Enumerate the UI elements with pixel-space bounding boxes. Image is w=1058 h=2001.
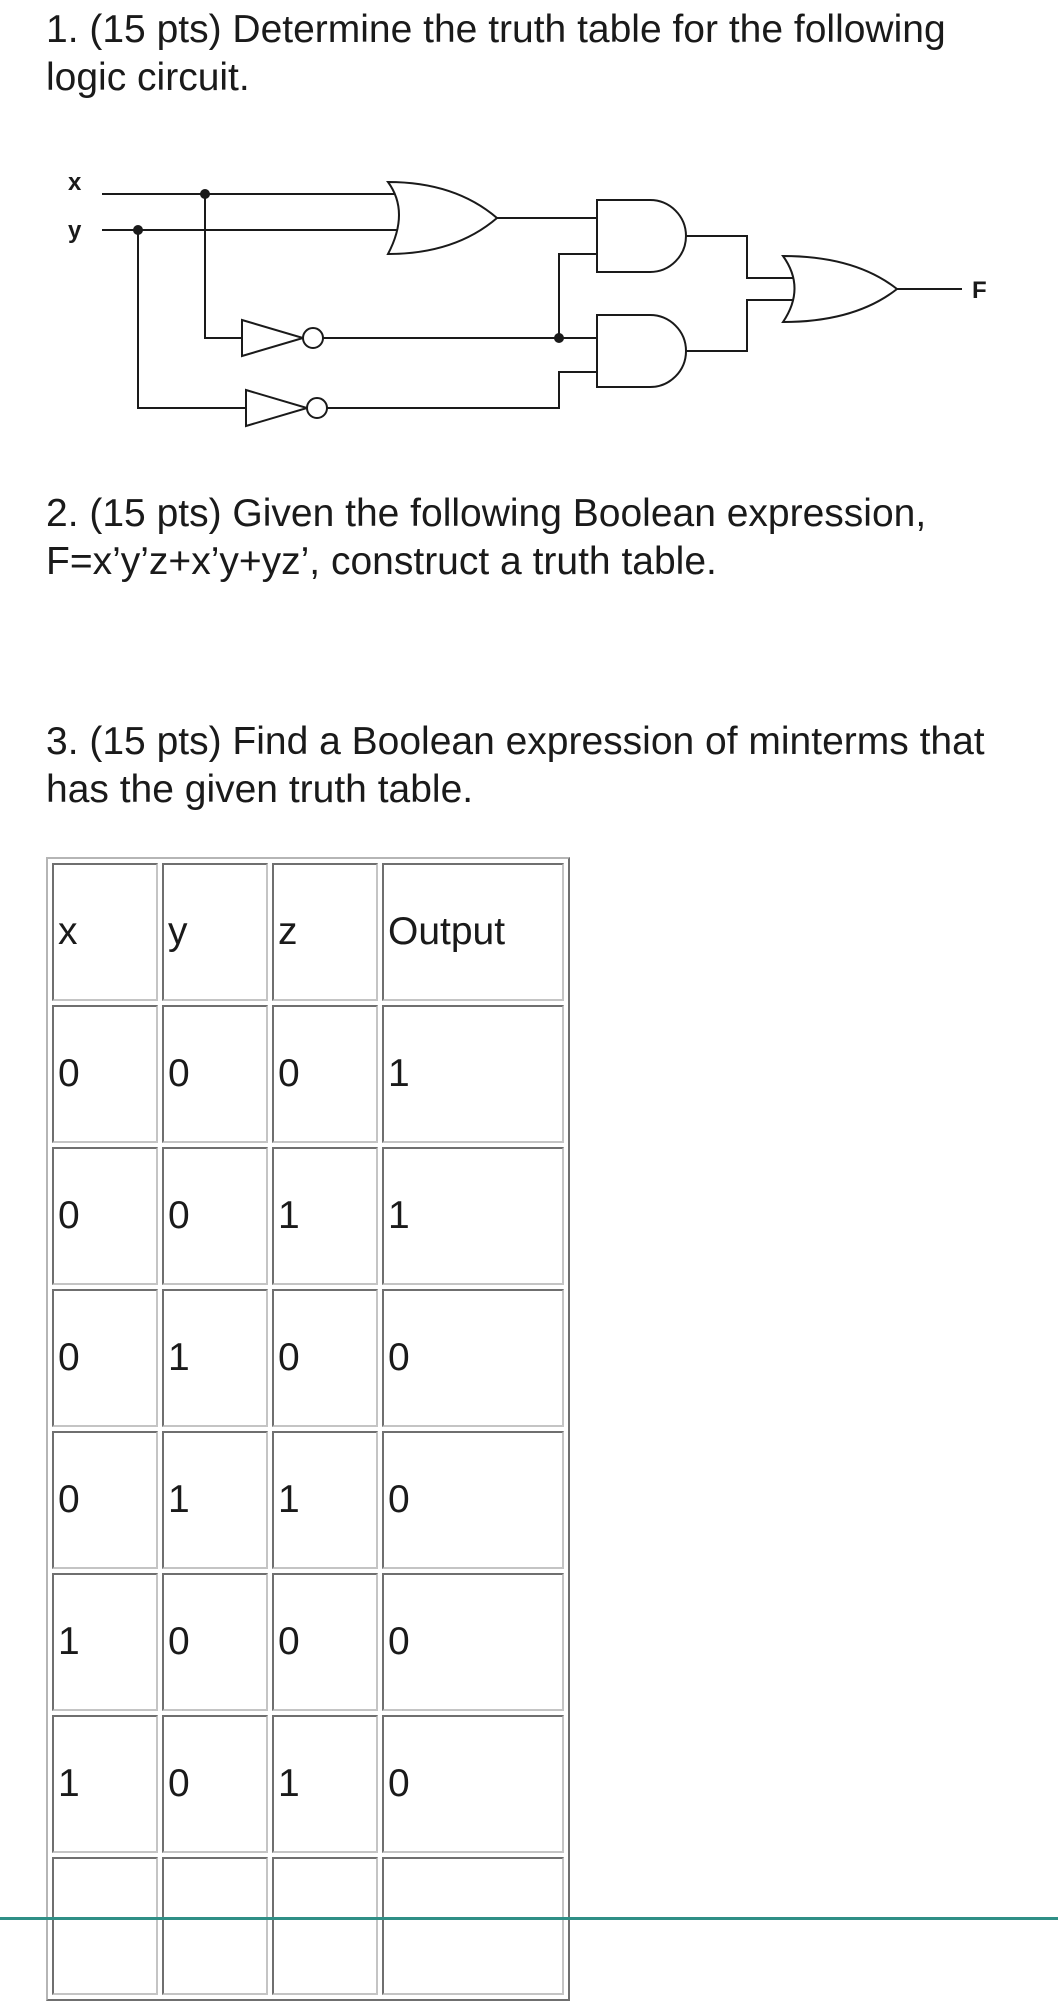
not-gate-x <box>242 320 303 356</box>
header-cell-output: Output <box>382 863 564 1001</box>
table-cell: 1 <box>272 1431 378 1569</box>
table-cell <box>162 1857 268 1995</box>
table-cell: 0 <box>52 1005 158 1143</box>
header-cell-y: y <box>162 863 268 1001</box>
table-row <box>52 1289 564 1427</box>
table-cell: 0 <box>382 1715 564 1853</box>
logic-circuit-diagram <box>0 150 1058 450</box>
table-cell: 0 <box>162 1715 268 1853</box>
or-gate-1 <box>388 182 497 254</box>
not-gate-x-bubble <box>303 328 323 348</box>
table-cell: 1 <box>52 1715 158 1853</box>
table-cell <box>272 1857 378 1995</box>
table-cell: 1 <box>162 1431 268 1569</box>
table-cell <box>382 1857 564 1995</box>
table-row <box>52 1431 564 1569</box>
table-cell: 1 <box>382 1147 564 1285</box>
table-row <box>52 1857 564 1995</box>
wire-and2-out <box>686 300 797 351</box>
wire-y-branch <box>138 230 246 408</box>
table-cell: 0 <box>162 1147 268 1285</box>
table-row <box>52 1573 564 1711</box>
question-2: 2. (15 pts) Given the following Boolean expression, F=x’y’z+x’y+yz’, construct a truth table. <box>46 492 927 583</box>
and-gate-1 <box>597 200 686 272</box>
not-gate-y <box>246 390 307 426</box>
input-label-y: y <box>68 217 82 244</box>
or-gate-2 <box>783 256 897 322</box>
table-row <box>52 1147 564 1285</box>
wire-x-branch <box>205 194 242 338</box>
table-cell: 0 <box>162 1573 268 1711</box>
table-cell: 0 <box>382 1431 564 1569</box>
output-label-f: F <box>972 277 987 304</box>
table-cell: 0 <box>272 1289 378 1427</box>
table-cell: 1 <box>162 1289 268 1427</box>
not-gate-y-bubble <box>307 398 327 418</box>
table-cell: 0 <box>52 1147 158 1285</box>
question-3: 3. (15 pts) Find a Boolean expression of minterms that has the given truth table. <box>46 720 985 811</box>
table-cell: 0 <box>382 1573 564 1711</box>
table-cell: 0 <box>52 1431 158 1569</box>
table-row <box>52 1005 564 1143</box>
question-1: 1. (15 pts) Determine the truth table for the following logic circuit. <box>46 8 946 99</box>
header-cell-z: z <box>272 863 378 1001</box>
and-gate-2 <box>597 315 686 387</box>
wire-y-not <box>327 372 597 408</box>
table-cell <box>52 1857 158 1995</box>
table-cell: 1 <box>272 1715 378 1853</box>
table-cell: 0 <box>382 1289 564 1427</box>
table-cell: 1 <box>382 1005 564 1143</box>
input-label-x: x <box>68 169 82 196</box>
wire-and1-out <box>686 236 797 278</box>
table-header-row <box>52 863 564 1001</box>
truth-table-body <box>52 863 564 1995</box>
wire-x-not-branch <box>559 254 597 338</box>
table-row <box>52 1715 564 1853</box>
table-cell: 1 <box>52 1573 158 1711</box>
table-cell: 1 <box>272 1147 378 1285</box>
truth-table <box>46 857 570 2001</box>
table-cell: 0 <box>52 1289 158 1427</box>
table-cell: 0 <box>272 1005 378 1143</box>
table-cell: 0 <box>272 1573 378 1711</box>
table-cell: 0 <box>162 1005 268 1143</box>
header-cell-x: x <box>52 863 158 1001</box>
